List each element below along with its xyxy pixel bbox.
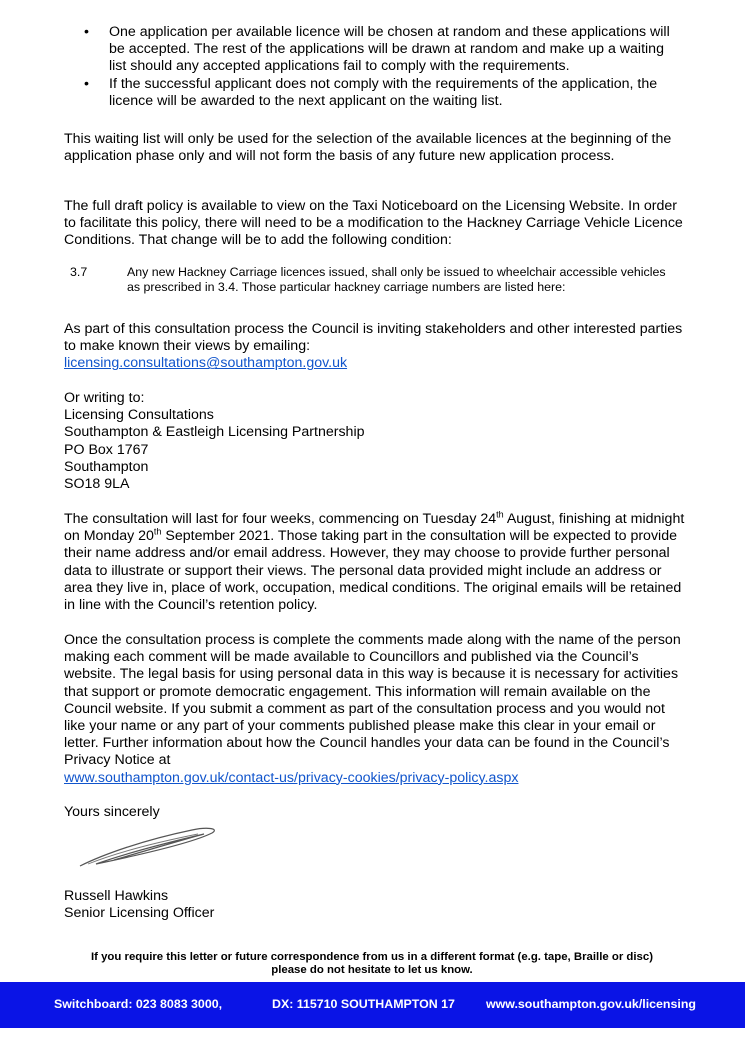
draft-policy-paragraph: The full draft policy is available to view on the Taxi Noticeboard on the Licensing Website. In order to facilitate this policy, there will need to be a modification to the Hackney Carriage Vehicle Licence Conditions. That change will be to add the following condition: <box>64 198 683 249</box>
address-line: Southampton & Eastleigh Licensing Partnership <box>64 424 365 441</box>
list-item <box>84 24 684 76</box>
selection-rules-list <box>84 24 684 110</box>
list-item <box>84 76 684 110</box>
ordinal-suffix: th <box>153 526 162 537</box>
email-link[interactable]: licensing.consultations@southampton.gov.uk <box>64 355 348 372</box>
address-line: Southampton <box>64 458 149 475</box>
footer-website: www.southampton.gov.uk/licensing <box>486 997 696 1011</box>
address-line: PO Box 1767 <box>64 441 149 458</box>
footer-dx: DX: 115710 SOUTHAMPTON 17 <box>272 997 455 1011</box>
address-line: SO18 9LA <box>64 476 130 493</box>
consultation-intro <box>64 321 689 373</box>
address-intro: Or writing to: <box>64 390 145 406</box>
signatory-block <box>64 888 689 922</box>
footer-bar <box>0 982 745 1028</box>
ordinal-suffix: th <box>496 509 504 520</box>
licence-condition <box>70 265 670 294</box>
postal-address <box>64 390 689 493</box>
footer-switchboard: Switchboard: 023 8083 3000, <box>54 997 223 1011</box>
bullet-text: If the successful applicant does not comply with the requirements of the application, the licence will be awarded to the next applicant on the waiting list. <box>109 75 658 109</box>
consultation-dates-paragraph <box>64 511 689 614</box>
closing-salutation: Yours sincerely <box>64 804 160 820</box>
bullet-text: One application per available licence will be chosen at random and these applications will be accepted. The rest of the applications will be drawn at random and make up a waiting list should any accepted applications fail to comply with the requirements. <box>109 24 670 75</box>
bullet-icon: • <box>84 24 89 40</box>
address-line: Licensing Consultations <box>64 407 214 424</box>
dates-text-3: September 2021. Those taking part in the consultation will be expected to provide their name address and/or email address. However, they may choose to provide further personal data to illustrate or support their views. The personal data provided might include an address or area they live in, place of work, occupation, medical conditions. The original emails will be retained in line with the Council’s retention policy. <box>64 528 682 614</box>
condition-text: Any new Hackney Carriage licences issued, shall only be issued to wheelchair accessible vehicles as prescribed in 3.4. Those particular hackney carriage numbers are listed here: <box>127 265 666 294</box>
dates-text-1: The consultation will last for four weeks, commencing on Tuesday 24 <box>64 511 497 527</box>
condition-number: 3.7 <box>70 265 88 279</box>
alternative-format-notice: If you require this letter or future correspondence from us in a different format (e.g. tape, Braille or disc) please do not hesitate to let us know. <box>90 951 654 977</box>
consultation-intro-text: As part of this consultation process the Council is inviting stakeholders and other interested parties to make known their views by emailing: <box>64 321 683 355</box>
bullet-icon: • <box>84 75 89 92</box>
dates-text-2: August, finishing at midnight on Monday 20 <box>64 511 685 545</box>
privacy-policy-link[interactable]: www.southampton.gov.uk/contact-us/privacy-cookies/privacy-policy.aspx <box>64 769 519 786</box>
waiting-list-paragraph: This waiting list will only be used for the selection of the available licences at the beginning of the application phase only and will not form the basis of any future new application process. <box>64 131 672 165</box>
signatory-title: Senior Licensing Officer <box>64 905 215 922</box>
signatory-name: Russell Hawkins <box>64 888 169 904</box>
signature-image <box>74 824 224 872</box>
privacy-paragraph <box>64 632 689 787</box>
privacy-text: Once the consultation process is complete the comments made along with the name of the person making each comment will be made available to Councillors and published via the Council’s website. The legal basis for using personal data in this way is because it is necessary for activities that support or promote democratic engagement. This information will remain available on the Council website. If you submit a comment as part of the consultation process and you would not like your name or any part of your comments published please make this clear in your email or letter. Further information about how the Council handles your data can be found in the Council’s Privacy Notice at <box>64 632 681 769</box>
